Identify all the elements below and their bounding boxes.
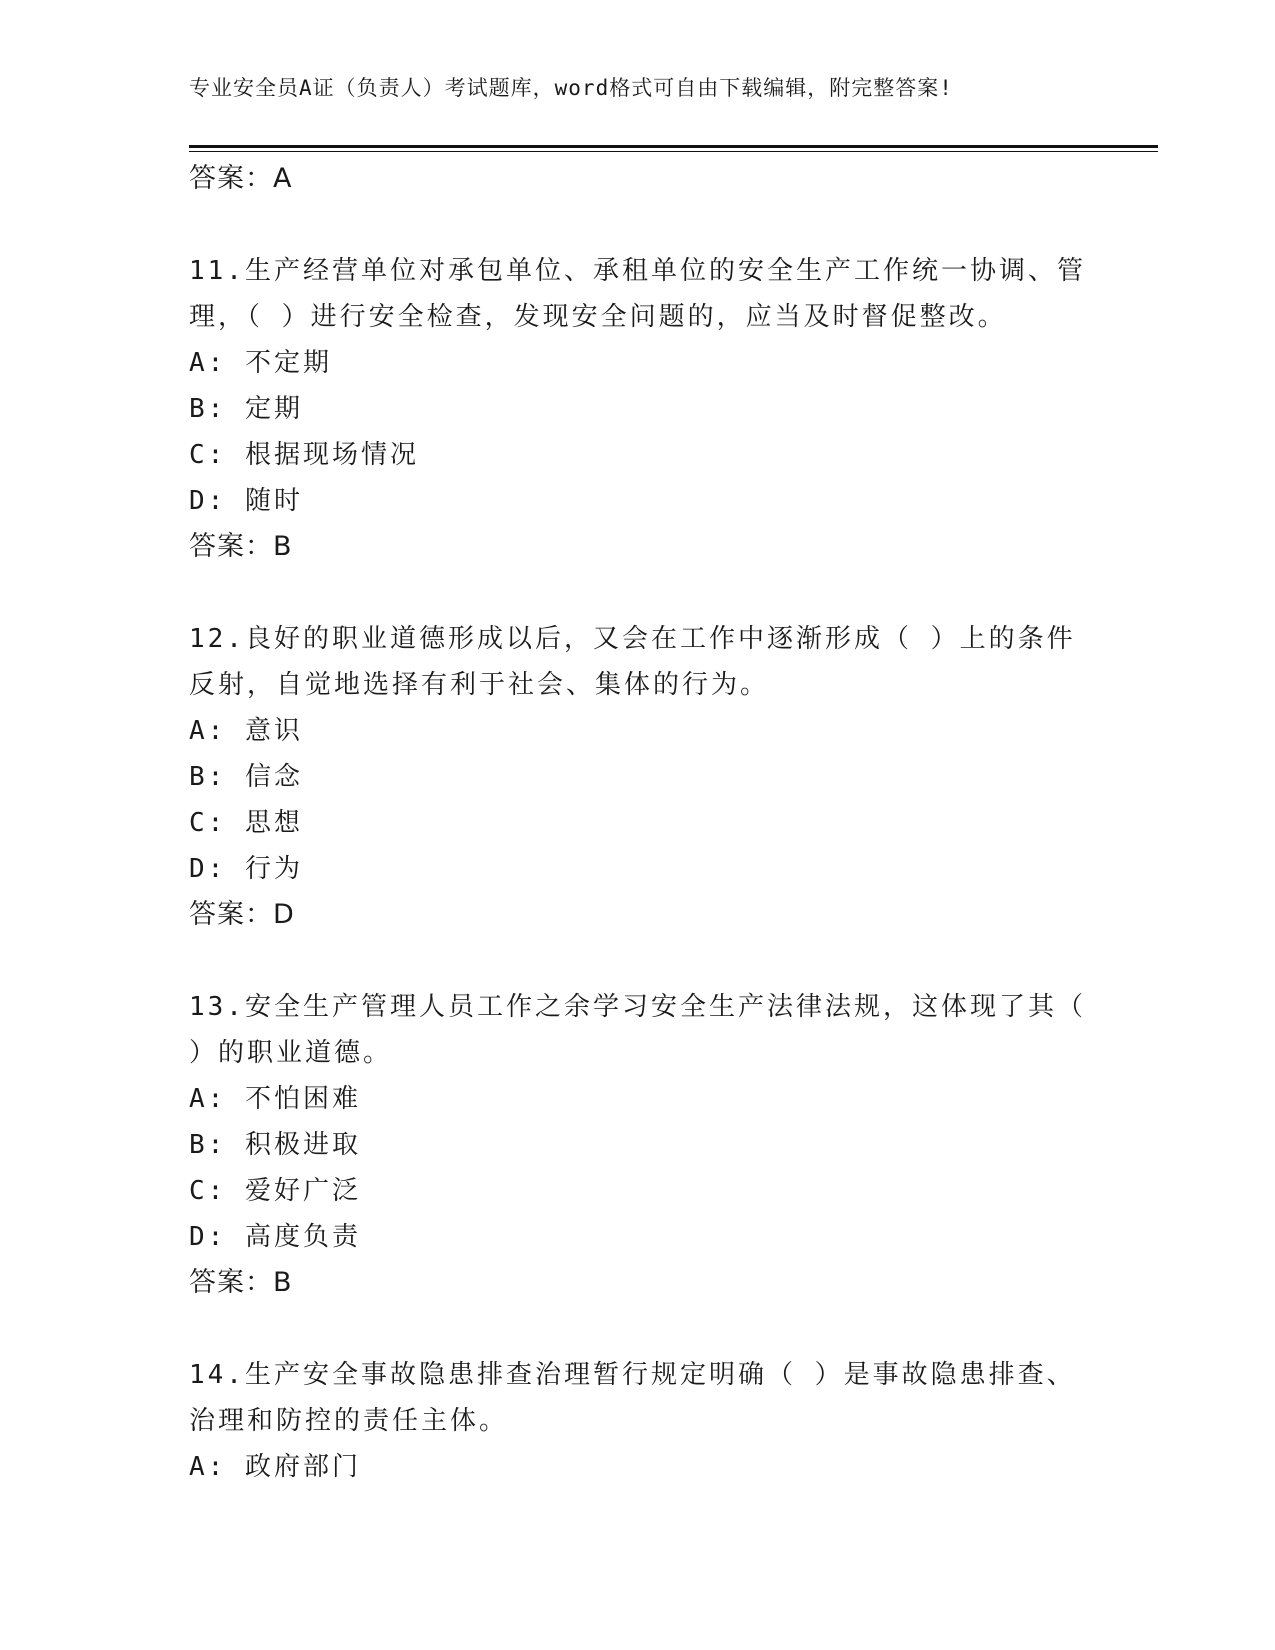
option-b: B: 信念 (189, 762, 303, 792)
option-c: C: 爱好广泛 (189, 1176, 361, 1206)
option-d: D: 随时 (189, 486, 303, 516)
spacer (189, 202, 1069, 248)
option-b: B: 积极进取 (189, 1130, 361, 1160)
header-divider-thin (189, 151, 1158, 152)
option-a: A: 不定期 (189, 348, 332, 378)
question-stem-line: 治理和防控的责任主体。 (189, 1406, 509, 1436)
answer-line: 答案：B (189, 1267, 293, 1298)
question-item (189, 248, 1086, 570)
question-stem-line: 反射，自觉地选择有利于社会、集体的行为。 (189, 670, 770, 700)
question-item (189, 1352, 1076, 1490)
answer-line: 答案：A (189, 163, 293, 194)
option-c: C: 根据现场情况 (189, 440, 419, 470)
answer-line: 答案：D (189, 899, 295, 930)
question-stem-line: 13.安全生产管理人员工作之余学习安全生产法律法规，这体现了其（ (189, 992, 1086, 1022)
option-b: B: 定期 (189, 394, 303, 424)
option-a: A: 不怕困难 (189, 1084, 361, 1114)
option-a: A: 意识 (189, 716, 303, 746)
question-stem-line: 11.生产经营单位对承包单位、承租单位的安全生产工作统一协调、管 (189, 256, 1086, 286)
option-c: C: 思想 (189, 808, 303, 838)
spacer (189, 1306, 1069, 1352)
option-a: A: 政府部门 (189, 1452, 361, 1482)
header-divider (189, 145, 1158, 148)
option-d: D: 高度负责 (189, 1222, 361, 1252)
question-stem-line: 理，（ ）进行安全检查，发现安全问题的，应当及时督促整改。 (189, 302, 1007, 332)
spacer (189, 938, 1069, 984)
question-item (189, 984, 1086, 1306)
option-d: D: 行为 (189, 854, 303, 884)
answer-line: 答案：B (189, 531, 293, 562)
question-stem-line: 12.良好的职业道德形成以后，又会在工作中逐渐形成（ ）上的条件 (189, 624, 1076, 654)
question-stem-line: ）的职业道德。 (189, 1038, 393, 1068)
question-stem-line: 14.生产安全事故隐患排查治理暂行规定明确（ ）是事故隐患排查、 (189, 1360, 1076, 1390)
spacer (189, 570, 1069, 616)
question-list (189, 156, 1086, 1490)
page-header-title: 专业安全员A证（负责人）考试题库，word格式可自由下载编辑，附完整答案! (189, 76, 953, 100)
question-item (189, 616, 1076, 938)
